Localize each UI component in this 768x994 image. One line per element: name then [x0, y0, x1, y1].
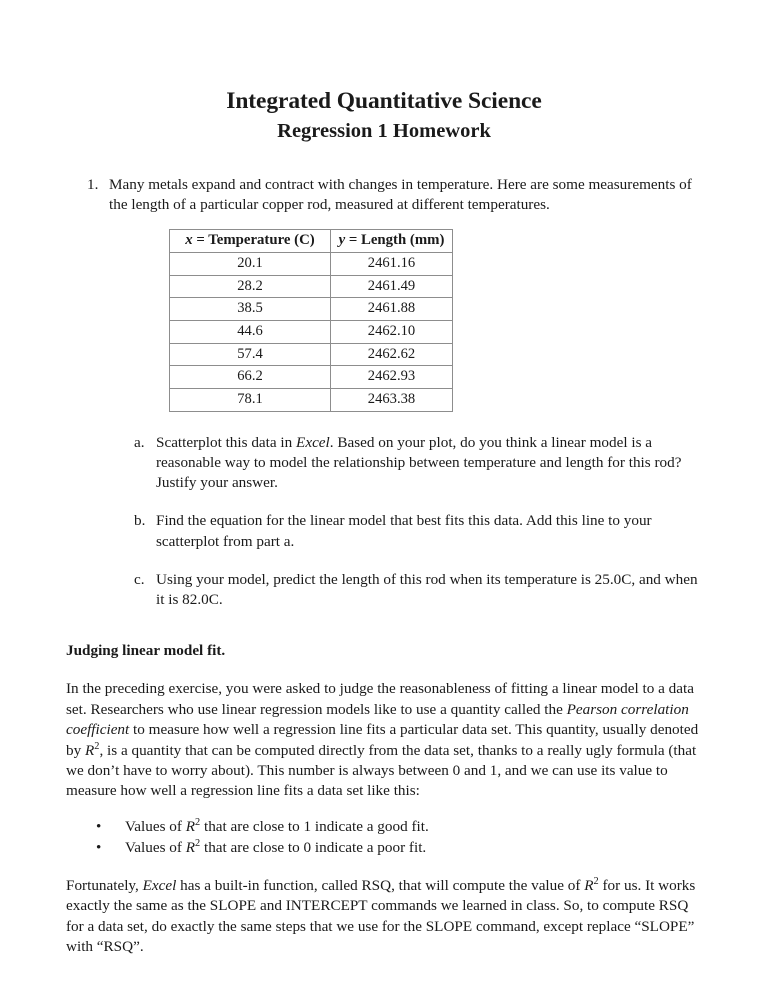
- table-row: [170, 343, 453, 366]
- r-squared-bullet-list: [0, 802, 768, 859]
- bullet-1-prefix: Values of: [125, 817, 186, 835]
- page-title: Integrated Quantitative Science: [226, 88, 542, 114]
- excel-emphasis: Excel: [296, 433, 330, 451]
- cell-length: 2462.10: [331, 320, 453, 343]
- final-paragraph-part-b: has a built-in function, called RSQ, that will compute the value of: [176, 876, 585, 894]
- cell-length: 2462.62: [331, 343, 453, 366]
- table-row: [170, 298, 453, 321]
- page-subtitle: Regression 1 Homework: [277, 120, 491, 143]
- data-table-container: [0, 215, 768, 412]
- bullet-2-suffix: that are close to 0 indicate a poor fit.: [200, 838, 427, 856]
- cell-length: 2461.88: [331, 298, 453, 321]
- r-squared-symbol: $R^2$: [84, 740, 100, 759]
- length-variable-symbol: y: [338, 232, 346, 248]
- r-squared-symbol: $R^2$: [185, 816, 201, 835]
- final-paragraph-part-c: for us. It works exactly the same as the SLOPE and INTERCEPT commands we learned in class. So, to compute RSQ for a data set, do exactly the same steps that we use for the SLOPE command, except replace “SLOPE” with “RSQ”.: [66, 876, 696, 956]
- final-paragraph-part-a: Fortunately,: [66, 876, 143, 894]
- column-header-temperature: [170, 230, 331, 253]
- pearson-correlation-coefficient-emphasis: Pearson correlation coefficient: [66, 700, 689, 739]
- sub-question-a-text-part2: . Based on your plot, do you think a linear model is a reasonable way to model the relationship between temperature and length for this rod? Justify your answer.: [156, 433, 682, 492]
- paragraph-1-part-c: , is a quantity that can be computed directly from the data set, thanks to a really ugly formula (that we don’t have to worry about). This number is always between 0 and 1, and we can use its value to measure how well a regression line fits a data set like this:: [66, 741, 697, 800]
- sub-question-a-text-part1: Scatterplot this data in: [156, 433, 297, 451]
- sub-question-c-marker: c.: [134, 570, 145, 588]
- table-row: [170, 275, 453, 298]
- table-body: [170, 252, 453, 411]
- list-item: [0, 817, 768, 838]
- temperature-variable-symbol: x: [185, 232, 193, 248]
- sub-question-a: [0, 433, 768, 494]
- question-1: [0, 144, 768, 215]
- measurements-table: [169, 229, 453, 412]
- cell-length: 2461.16: [331, 252, 453, 275]
- table-row: [170, 320, 453, 343]
- list-item: [0, 838, 768, 859]
- cell-temperature: 78.1: [170, 388, 331, 411]
- cell-temperature: 20.1: [170, 252, 331, 275]
- length-header-label: = Length (mm): [345, 232, 445, 248]
- cell-temperature: 28.2: [170, 275, 331, 298]
- sub-question-a-marker: a.: [134, 433, 145, 451]
- table-row: [170, 252, 453, 275]
- sub-question-list: [0, 412, 768, 611]
- sub-question-b-text: Find the equation for the linear model that best fits this data. Add this line to your scatterplot from part a.: [156, 512, 652, 550]
- sub-question-b: [0, 511, 768, 551]
- cell-temperature: 66.2: [170, 366, 331, 389]
- bullet-2-prefix: Values of: [125, 838, 186, 856]
- r-squared-symbol: $R^2$: [185, 837, 201, 856]
- cell-length: 2463.38: [331, 388, 453, 411]
- sub-question-c-text: Using your model, predict the length of this rod when its temperature is 25.0C, and when it is 82.0C.: [156, 570, 698, 608]
- table-header-row: [170, 230, 453, 253]
- final-paragraph: [0, 859, 768, 958]
- cell-length: 2461.49: [331, 275, 453, 298]
- excel-emphasis: Excel: [142, 876, 177, 894]
- cell-temperature: 38.5: [170, 298, 331, 321]
- sub-question-b-marker: b.: [134, 512, 146, 530]
- cell-temperature: 57.4: [170, 343, 331, 366]
- cell-temperature: 44.6: [170, 320, 331, 343]
- column-header-length: [331, 230, 453, 253]
- question-1-marker: 1.: [87, 175, 99, 193]
- temperature-header-label: = Temperature (C): [192, 232, 315, 248]
- paragraph-1-part-b: to measure how well a regression line fits a particular data set. This quantity, usually denoted by: [66, 721, 699, 759]
- section-heading-judging-fit: Judging linear model fit.: [66, 642, 226, 660]
- question-1-text: Many metals expand and contract with changes in temperature. Here are some measurements of the length of a particular copper rod, measured at different temperatures.: [109, 175, 692, 213]
- bullet-icon: •: [96, 838, 102, 856]
- table-row: [170, 366, 453, 389]
- cell-length: 2462.93: [331, 366, 453, 389]
- table-row: [170, 388, 453, 411]
- sub-question-c: [0, 570, 768, 610]
- section-paragraph-1: [0, 661, 768, 802]
- bullet-1-suffix: that are close to 1 indicate a good fit.: [200, 817, 429, 835]
- bullet-icon: •: [96, 817, 102, 835]
- r-squared-symbol: $R^2$: [584, 875, 599, 894]
- paragraph-1-part-a: In the preceding exercise, you were asked to judge the reasonableness of fitting a linear model to a data set. Researchers who use linear regression models like to use a quantity called the: [66, 680, 694, 718]
